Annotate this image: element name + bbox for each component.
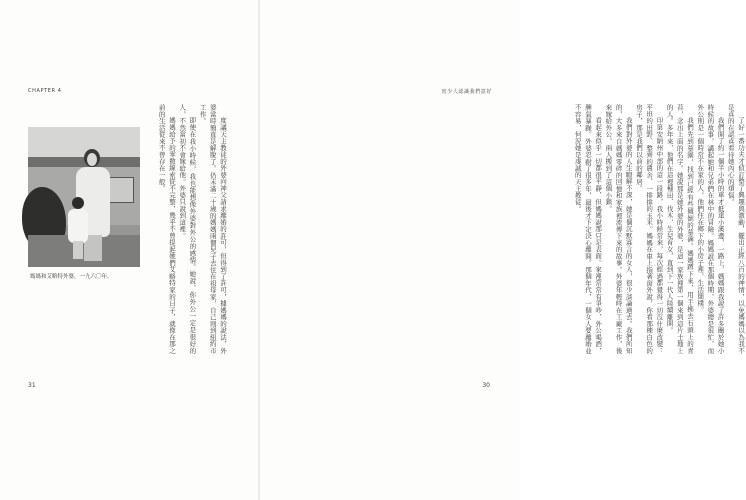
right-paragraph: 看起來似乎一切都很平靜，但媽媽說那只是表面。家裡常常有爭吵，外公喝酒，脾氣暴躁。外婆忍耐了很多年，最後才下定決心離開。那個年代，一個女人要離婚並不容易，何況她是虔誠的天主教徒。	[573, 104, 603, 354]
left-body-text	[150, 104, 228, 354]
left-paragraph: 度議天主教徒的外婆向神父請求離婚的許可，但得到了許可，據媽媽的說法，外婆當時簡直是解脫了。仍未滿二十歲的媽媽兩個兒子去住在祖母家，自己則到紐約市工作。	[198, 104, 227, 354]
left-paragraph: 即使在我小時候，我也能想像外婆對外公的感情。她說，你外公一定是很好的人，不然當初不會嫁給他。外婆只說到這裡。	[178, 104, 197, 354]
family-photo	[28, 127, 140, 267]
photo-mother-face	[87, 153, 97, 166]
right-paragraph: 我們先到墓園，找到已經有些傾倒的墓碑。媽媽蹲下來，用手拂去石頭上的青苔，念出上面的名字。她說那是她外婆的外婆，是這一家族裡第一個來到這片土地上的人。多年來，他們在這裡種田、伐木，生兒育女，直到下一代人陸續離開。	[665, 104, 694, 354]
photo-caption: 媽媽和艾略特外婆，一九六〇年。	[30, 274, 113, 280]
photo-child-head	[72, 197, 84, 209]
right-body-text	[538, 104, 746, 354]
left-page-number: 31	[28, 382, 36, 389]
right-paragraph: 了好一番功夫才偵訂整了興趣與激動，擺出正經八百的神情，以免媽媽以為我不是真的在認真看待她內心的煩惱。	[726, 104, 745, 354]
right-running-head: 密少人認識我們意好	[441, 89, 492, 95]
left-paragraph: 媽媽給予的零散線索從不完整，幾乎不曾提起她們艾略特家的日子，就像在那之前的生活從來不曾存在一般。	[157, 104, 176, 354]
right-paragraph: 我們對外婆的人生瞭解不深，她是個沉默寡言的女人，很少談論過去。我們所知的，大多來自媽媽零碎的回憶和家族裡流傳下來的故事。外婆年輕時在工廠工作，後來嫁給外公，兩人搬到了這個小鎮。	[604, 104, 633, 354]
photo-child-legs	[73, 241, 83, 259]
right-page	[260, 0, 745, 500]
right-paragraph: 我們開了約一個半小時的車才抵達小溪邊，一路上，媽媽跟我說了許多關於她小時候的故事，講起她和兄弟們在林中的冒險。媽媽說在那個時期，外婆總是很忙，而外公則是一個時常不在家的人，他們住在鄉下的小房子裡，生活簡樸。	[696, 104, 725, 354]
right-paragraph: 印第安納州中部的這一段路，我小時候常來，每次經過都覺得一切沒什麼改變：平坦的田野、整齊的農舍、一排排的玉米。媽媽在車上指著窗外說，你看那棟白色的房子，那是我們以前的鄰居。	[634, 104, 664, 354]
photo-child	[68, 209, 88, 243]
left-running-head: CHAPTER 4	[28, 88, 62, 94]
left-page	[0, 0, 260, 500]
right-page-number: 30	[482, 382, 490, 389]
